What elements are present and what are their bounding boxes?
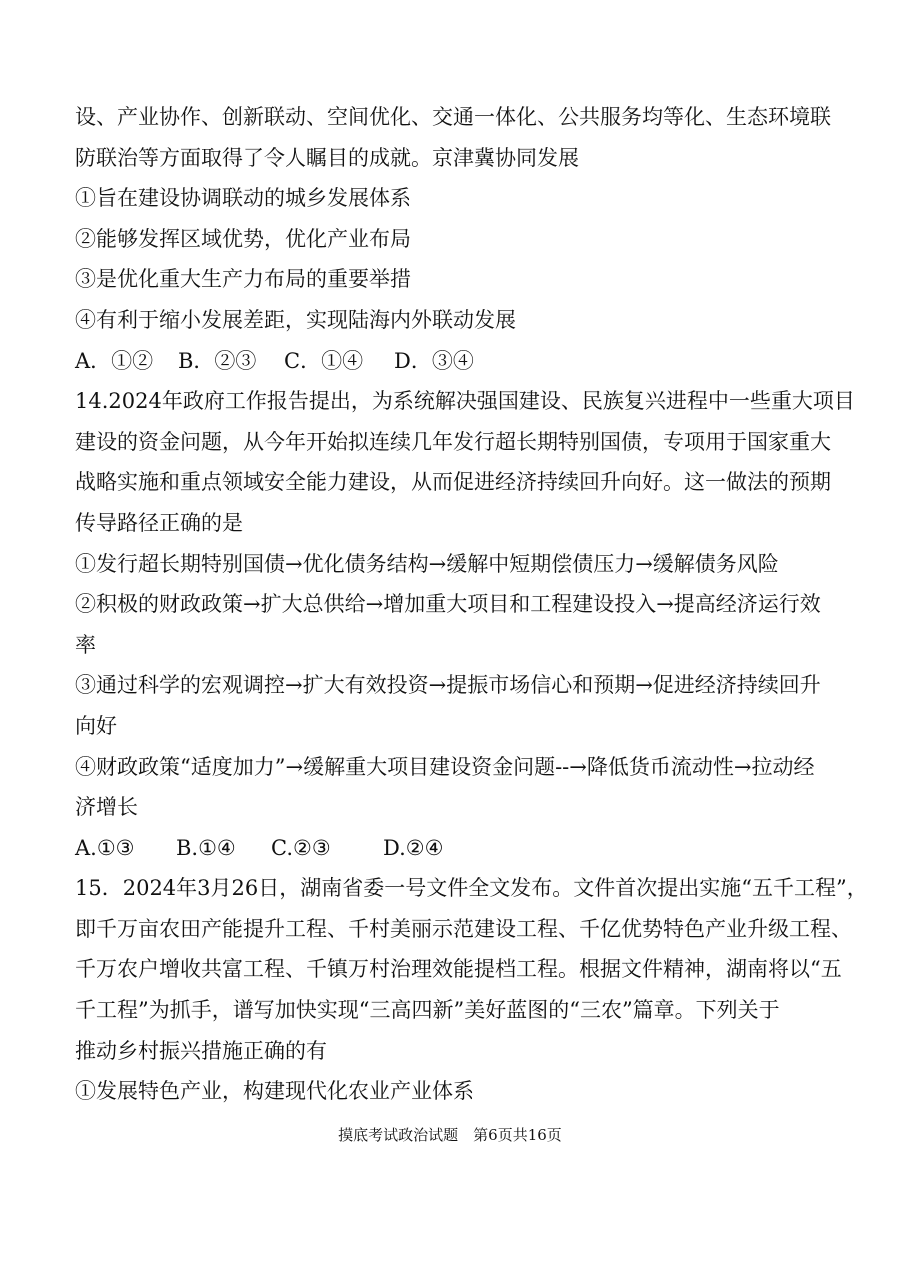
choice-statement: ③通过科学的宏观调控→扩大有效投资→提振市场信心和预期→促进经济持续回升 bbox=[75, 673, 821, 698]
question-stem-line: 建设的资金问题，从今年开始拟连续几年发行超长期特别国债，专项用于国家重大 bbox=[75, 429, 831, 454]
question-15 bbox=[75, 868, 868, 1112]
choice-statement: ①发展特色产业，构建现代化农业产业体系 bbox=[75, 1079, 474, 1104]
option-d: D．③④ bbox=[394, 348, 474, 373]
option-c: C.②③ bbox=[271, 835, 331, 860]
choice-statement: ③是优化重大生产力布局的重要举措 bbox=[75, 267, 411, 292]
document-page bbox=[75, 97, 868, 1112]
question-stem-line: 15．2024年3月26日，湖南省委一号文件全文发布。文件首次提出实施“五千工程”， bbox=[75, 876, 868, 901]
choice-statement: ②积极的财政政策→扩大总供给→增加重大项目和工程建设投入→提高经济运行效 bbox=[75, 592, 821, 617]
choice-statement: ②能够发挥区域优势，优化产业布局 bbox=[75, 226, 411, 251]
answer-options bbox=[75, 828, 835, 869]
question-14 bbox=[75, 381, 855, 868]
choice-statement: ①旨在建设协调联动的城乡发展体系 bbox=[75, 186, 411, 211]
question-13-continued bbox=[75, 97, 835, 381]
paragraph-line: 防联治等方面取得了令人瞩目的成就。京津冀协同发展 bbox=[75, 145, 579, 170]
question-stem-line: 千万农户增收共富工程、千镇万村治理效能提档工程。根据文件精神，湖南将以“五 bbox=[75, 957, 842, 982]
choice-statement-continued: 济增长 bbox=[75, 795, 138, 820]
choice-statement-continued: 向好 bbox=[75, 713, 117, 738]
choice-statement: ①发行超长期特别国债→优化债务结构→缓解中短期偿债压力→缓解债务风险 bbox=[75, 551, 779, 576]
question-stem-line: 即千万亩农田产能提升工程、千村美丽示范建设工程、千亿优势特色产业升级工程、 bbox=[75, 916, 852, 941]
choice-statement: ④财政政策“适度加力”→缓解重大项目建设资金问题--→降低货币流动性→拉动经 bbox=[75, 754, 815, 779]
option-d: D.②④ bbox=[383, 835, 444, 860]
option-c: C．①④ bbox=[284, 348, 364, 373]
question-stem-line: 传导路径正确的是 bbox=[75, 510, 243, 535]
answer-options bbox=[75, 341, 835, 382]
paragraph-line: 设、产业协作、创新联动、空间优化、交通一体化、公共服务均等化、生态环境联 bbox=[75, 105, 831, 129]
option-a: A.①③ bbox=[75, 835, 135, 860]
question-stem-line: 推动乡村振兴措施正确的有 bbox=[75, 1038, 327, 1063]
option-b: B.①④ bbox=[176, 835, 236, 860]
question-stem-line: 千工程”为抓手，谱写加快实现“三高四新”美好蓝图的“三农”篇章。下列关于 bbox=[75, 998, 780, 1023]
choice-statement-continued: 率 bbox=[75, 632, 96, 657]
choice-statement: ④有利于缩小发展差距，实现陆海内外联动发展 bbox=[75, 307, 516, 332]
option-b: B．②③ bbox=[178, 348, 257, 373]
option-a: A．①② bbox=[75, 348, 154, 373]
question-stem-line: 14.2024年政府工作报告提出，为系统解决强国建设、民族复兴进程中一些重大项目 bbox=[75, 389, 855, 414]
question-stem-line: 战略实施和重点领域安全能力建设，从而促进经济持续回升向好。这一做法的预期 bbox=[75, 470, 831, 495]
page-footer: 摸底考试政治试题 第6页共16页 bbox=[338, 1126, 562, 1144]
